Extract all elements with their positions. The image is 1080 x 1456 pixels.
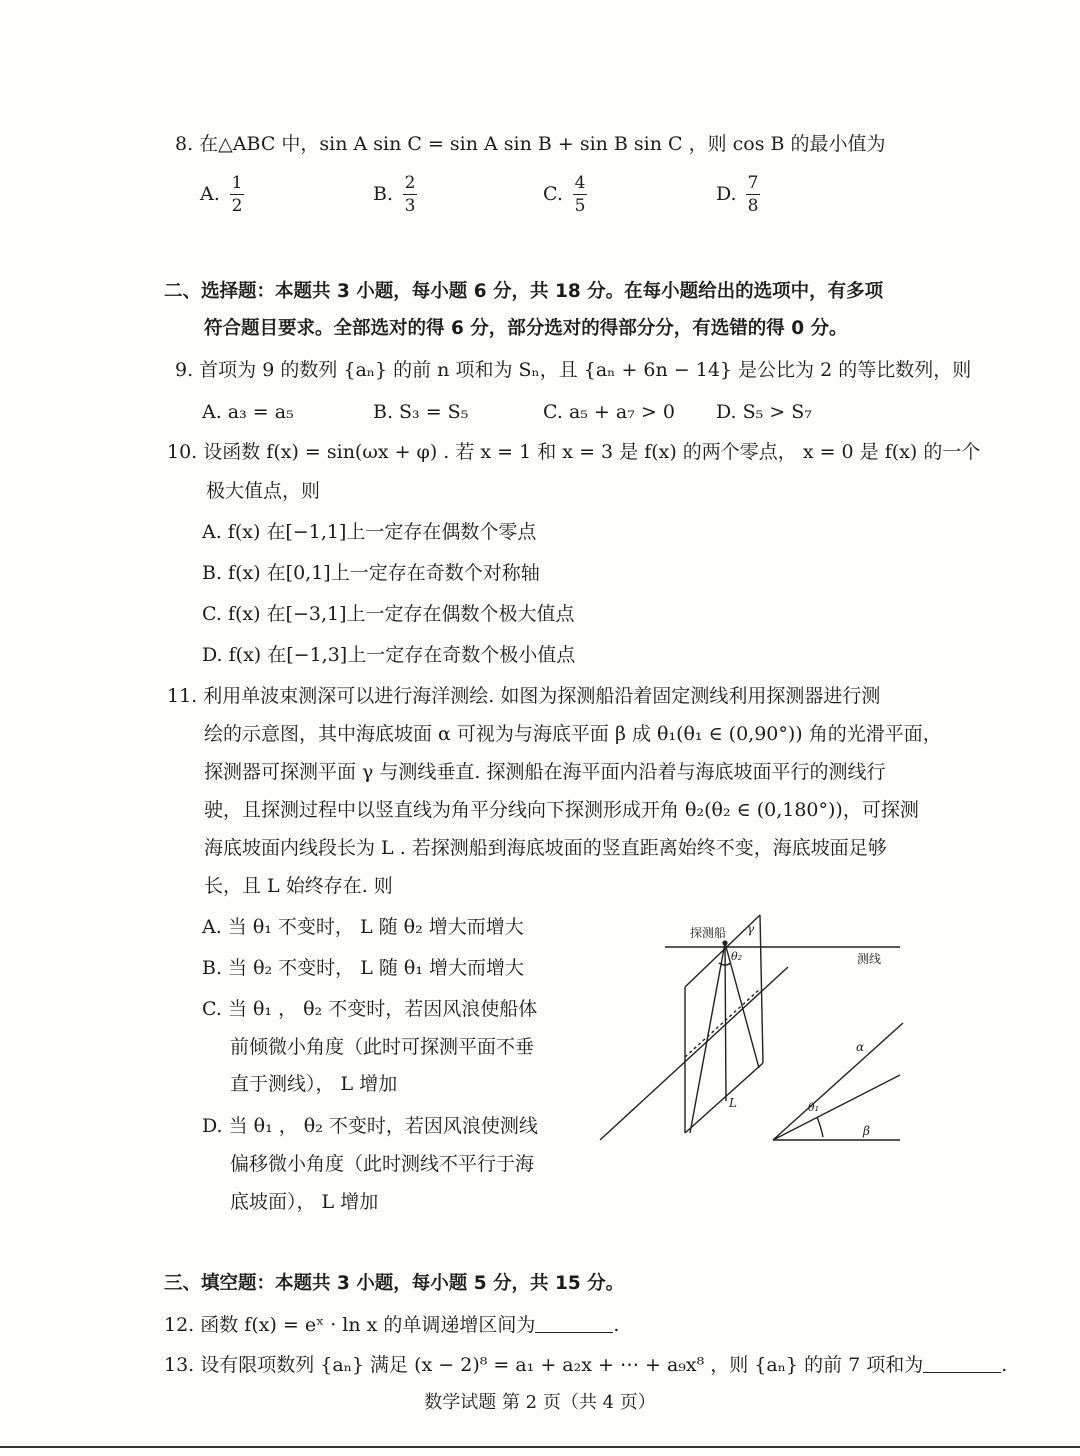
q8-stem: 8. 在△ABC 中，sin A sin C = sin A sin B + sin B sin C ，则 cos B 的最小值为 [175, 133, 886, 155]
q8-option-a-denominator: 2 [231, 196, 243, 216]
q11-option-d-line1: D. 当 θ₁ ， θ₂ 不变时，若因风浪使测线 [202, 1115, 538, 1137]
fraction-bar [746, 194, 760, 195]
q11-option-a: A. 当 θ₁ 不变时， L 随 θ₂ 增大而增大 [202, 916, 524, 938]
q11-stem-line6: 长，且 L 始终存在. 则 [204, 875, 393, 897]
alpha-plane-line [773, 1023, 903, 1140]
q11-option-c-line3: 直于测线）， L 增加 [230, 1073, 398, 1095]
section2-heading-line2: 符合题目要求。全部选对的得 6 分，部分选对的得部分分，有选错的得 0 分。 [204, 318, 848, 339]
fraction-bar [403, 194, 417, 195]
q10-stem-line1: 10. 设函数 f(x) = sin(ωx + φ) . 若 x = 1 和 x = 3 是 f(x) 的两个零点， x = 0 是 f(x) 的一个 [167, 441, 981, 463]
q11-stem-line2: 绘的示意图，其中海底坡面 α 可视为与海底平面 β 成 θ₁(θ₁ ∈ (0,90°)) 角的光滑平面， [204, 723, 942, 745]
page-footer: 数学试题 第 2 页（共 4 页） [424, 1392, 656, 1413]
q8-option-d-fraction [746, 174, 760, 215]
q8-option-b-denominator: 3 [404, 196, 416, 216]
q9-option-d: D. S₅ > S₇ [716, 401, 812, 423]
L-label: L [729, 1096, 737, 1110]
q11-option-d-line3: 底坡面）， L 增加 [230, 1191, 379, 1213]
q8-option-a-numerator: 1 [231, 173, 243, 193]
theta1-arc [817, 1117, 823, 1137]
q8-option-b-label: B. [373, 183, 394, 205]
q9-option-a: A. a₃ = a₅ [202, 401, 294, 423]
q13-stem: 13. 设有限项数列 {aₙ} 满足 (x − 2)⁸ = a₁ + a₂x + ⋯ + a₉x⁸ ，则 {aₙ} 的前 7 项和为 [164, 1354, 924, 1376]
q11-option-b: B. 当 θ₂ 不变时， L 随 θ₁ 增大而增大 [202, 957, 525, 979]
q8-option-d-label: D. [716, 183, 737, 205]
survey-line-label: 测线 [857, 952, 882, 966]
q8-option-a-fraction [230, 174, 244, 215]
q9-stem: 9. 首项为 9 的数列 {aₙ} 的前 n 项和为 Sₙ，且 {aₙ + 6n − 14} 是公比为 2 的等比数列，则 [175, 359, 972, 381]
q11-stem-line3: 探测器可探测平面 γ 与测线垂直. 探测船在海平面内沿着与海底坡面平行的测线行 [204, 761, 886, 783]
plane-right-edge [760, 915, 763, 1063]
q9-option-c: C. a₅ + a₇ > 0 [543, 401, 675, 423]
theta2-label: θ₂ [731, 950, 743, 963]
q11-option-d-line2: 偏移微小角度（此时测线不平行于海 [230, 1153, 535, 1175]
beta-label: β [863, 1124, 870, 1138]
q13-line [164, 1352, 1007, 1378]
alpha-label: α [856, 1040, 865, 1054]
q8-option-c-denominator: 5 [574, 196, 586, 216]
alpha-plane-line-2 [773, 1075, 900, 1140]
ship-point [722, 940, 727, 945]
gamma-label: γ [747, 922, 755, 936]
q8-option-a-label: A. [200, 183, 220, 205]
q13-answer-blank[interactable] [923, 1354, 1001, 1373]
fraction-bar [573, 194, 587, 195]
section2-heading-line1: 二、选择题：本题共 3 小题，每小题 6 分，共 18 分。在每小题给出的选项中，有多项 [164, 281, 884, 302]
q10-option-b: B. f(x) 在[0,1]上一定存在奇数个对称轴 [202, 562, 540, 584]
q8-option-d-numerator: 7 [747, 173, 759, 193]
fraction-bar [230, 194, 244, 195]
ship-label: 探测船 [690, 926, 727, 940]
q11-survey-diagram [595, 905, 905, 1145]
q12-line [164, 1312, 619, 1338]
q10-option-c: C. f(x) 在[−3,1]上一定存在偶数个极大值点 [202, 603, 575, 625]
q8-option-c-label: C. [543, 183, 563, 205]
q8-option-d-denominator: 8 [747, 196, 759, 216]
q10-option-a: A. f(x) 在[−1,1]上一定存在偶数个零点 [202, 521, 537, 543]
beam-left-edge [690, 943, 725, 1133]
q11-stem-line4: 驶，且探测过程中以竖直线为角平分线向下探测形成开角 θ₂(θ₂ ∈ (0,180°))，可探测 [204, 799, 919, 821]
q12-stem: 12. 函数 f(x) = eˣ · ln x 的单调递增区间为 [164, 1314, 536, 1336]
q8-option-c-numerator: 4 [574, 173, 586, 193]
q10-stem-line2: 极大值点，则 [206, 480, 321, 502]
q11-stem-line5: 海底坡面内线段长为 L . 若探测船到海底坡面的竖直距离始终不变，海底坡面足够 [204, 837, 887, 859]
section3-heading: 三、填空题：本题共 3 小题，每小题 5 分，共 15 分。 [164, 1273, 625, 1294]
q12-period: . [613, 1314, 620, 1336]
q11-option-c-line2: 前倾微小角度（此时可探测平面不垂 [230, 1036, 535, 1058]
q10-option-d: D. f(x) 在[−1,3]上一定存在奇数个极小值点 [202, 644, 576, 666]
q11-option-c-line1: C. 当 θ₁ ， θ₂ 不变时，若因风浪使船体 [202, 998, 538, 1020]
vertical-line [725, 943, 726, 1101]
q8-option-b-numerator: 2 [404, 173, 416, 193]
q8-option-b-fraction [403, 174, 417, 215]
page-bottom-divider [0, 1446, 1080, 1448]
q9-option-b: B. S₃ = S₅ [373, 401, 469, 423]
hidden-dashed-line [685, 989, 760, 1057]
q11-stem-line1: 11. 利用单波束测深可以进行海洋测绘. 如图为探测船沿着固定测线利用探测器进行测 [167, 685, 881, 707]
q12-answer-blank[interactable] [535, 1314, 613, 1333]
theta1-label: θ₁ [808, 1101, 820, 1114]
q8-option-c-fraction [573, 174, 587, 215]
q13-period: . [1001, 1354, 1008, 1376]
